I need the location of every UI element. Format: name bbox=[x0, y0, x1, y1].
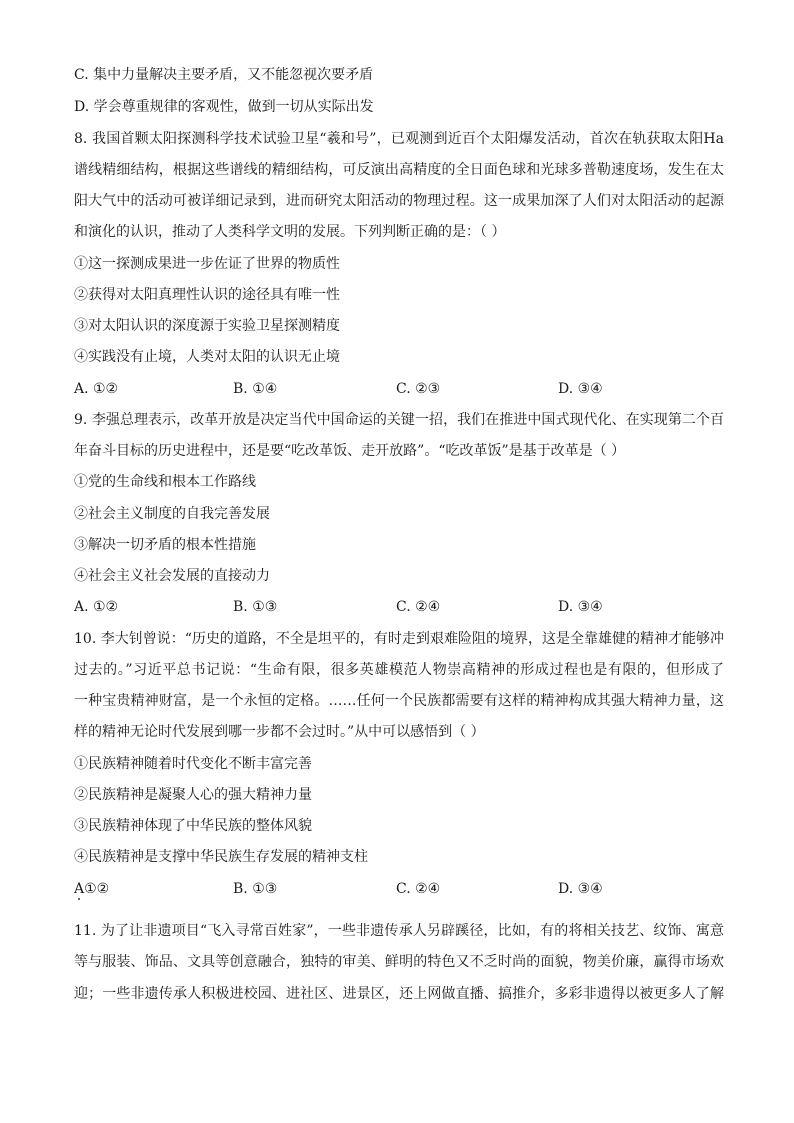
q9-statement: ①党的生命线和根本工作路线 bbox=[74, 474, 256, 490]
q8-statement: ③对太阳认识的深度源于实验卫星探测精度 bbox=[74, 318, 340, 334]
q8-option-c: C. ②③ bbox=[396, 381, 441, 397]
q9-stem-line: 9. 李强总理表示，改革开放是决定当代中国命运的关键一招，我们在推进中国式现代化、在实现第二个百 bbox=[74, 412, 724, 428]
q8-statement: ④实践没有止境，人类对太阳的认识无止境 bbox=[74, 349, 340, 365]
q9-stem-line: 年奋斗目标的历史进程中，还是要“吃改革饭、走开放路”。“吃改革饭”是基于改革是（ ） bbox=[74, 443, 626, 459]
q8-statement: ②获得对太阳真理性认识的途径具有唯一性 bbox=[74, 287, 340, 303]
q11-stem-line: 等与服装、饰品、文具等创意融合，独特的审美、鲜明的特色又不乏时尚的面貌，物美价廉，赢得市场欢 bbox=[74, 954, 724, 970]
q10-option-a: A①② bbox=[74, 881, 110, 897]
q9-statement: ④社会主义社会发展的直接动力 bbox=[74, 568, 270, 584]
q10-statement: ①民族精神随着时代变化不断丰富完善 bbox=[74, 756, 312, 772]
q10-option-d: D. ③④ bbox=[558, 881, 603, 897]
q8-option-a: A. ①② bbox=[74, 381, 119, 397]
q10-stem-line: 一种宝贵精神财富，是一个永恒的定格。……任何一个民族都需要有这样的精神构成其强大精神力量，这 bbox=[74, 693, 724, 709]
q10-stem-line: 10. 李大钊曾说：“历史的道路，不全是坦平的，有时走到艰难险阻的境界，这是全靠雄健的精神才能够冲 bbox=[74, 631, 724, 647]
q10-statement: ②民族精神是凝聚人心的强大精神力量 bbox=[74, 787, 312, 803]
q9-option-a: A. ①② bbox=[74, 599, 119, 615]
stray-dot bbox=[78, 898, 80, 900]
q10-stem-line: 过去的。”习近平总书记说：“生命有限，很多英雄模范人物崇高精神的形成过程也是有限的，但形成了 bbox=[74, 662, 724, 678]
q10-option-c: C. ②④ bbox=[396, 881, 441, 897]
q9-option-b: B. ①③ bbox=[233, 599, 278, 615]
q8-stem-line: 8. 我国首颗太阳探测科学技术试验卫星“羲和号”，已观测到近百个太阳爆发活动，首次在轨获取太阳Ha bbox=[74, 131, 724, 147]
q8-statement: ①这一探测成果进一步佐证了世界的物质性 bbox=[74, 256, 340, 272]
q8-stem-line: 谱线精细结构，根据这些谱线的精细结构，可反演出高精度的全日面色球和光球多普勒速度场，发生在太 bbox=[74, 162, 724, 178]
q9-statement: ③解决一切矛盾的根本性措施 bbox=[74, 537, 256, 553]
q10-stem-line: 样的精神无论时代发展到哪一步都不会过时。”从中可以感悟到（ ） bbox=[74, 724, 485, 740]
q9-option-d: D. ③④ bbox=[558, 599, 603, 615]
q10-statement: ④民族精神是支撑中华民族生存发展的精神支柱 bbox=[74, 849, 368, 865]
q8-stem-line: 和演化的认识，推动了人类科学文明的发展。下列判断正确的是：（ ） bbox=[74, 224, 506, 240]
q8-stem-line: 阳大气中的活动可被详细记录到，进而研究太阳活动的物理过程。这一成果加深了人们对太阳活动的起源 bbox=[74, 193, 724, 209]
q8-option-d: D. ③④ bbox=[558, 381, 603, 397]
q9-statement: ②社会主义制度的自我完善发展 bbox=[74, 506, 270, 522]
q10-option-b: B. ①③ bbox=[233, 881, 278, 897]
q11-stem-line: 迎；一些非遗传承人积极进校园、进社区、进景区，还上网做直播、搞推介，多彩非遗得以被更多人了解 bbox=[74, 986, 724, 1002]
prev-option-c: C. 集中力量解决主要矛盾，又不能忽视次要矛盾 bbox=[74, 67, 374, 83]
prev-option-d: D. 学会尊重规律的客观性，做到一切从实际出发 bbox=[74, 99, 374, 115]
q11-stem-line: 11. 为了让非遗项目“飞入寻常百姓家”，一些非遗传承人另辟蹊径，比如，有的将相关技艺、纹饰、寓意 bbox=[74, 923, 724, 939]
q8-option-b: B. ①④ bbox=[233, 381, 278, 397]
q10-statement: ③民族精神体现了中华民族的整体风貌 bbox=[74, 818, 312, 834]
q9-option-c: C. ②④ bbox=[396, 599, 441, 615]
